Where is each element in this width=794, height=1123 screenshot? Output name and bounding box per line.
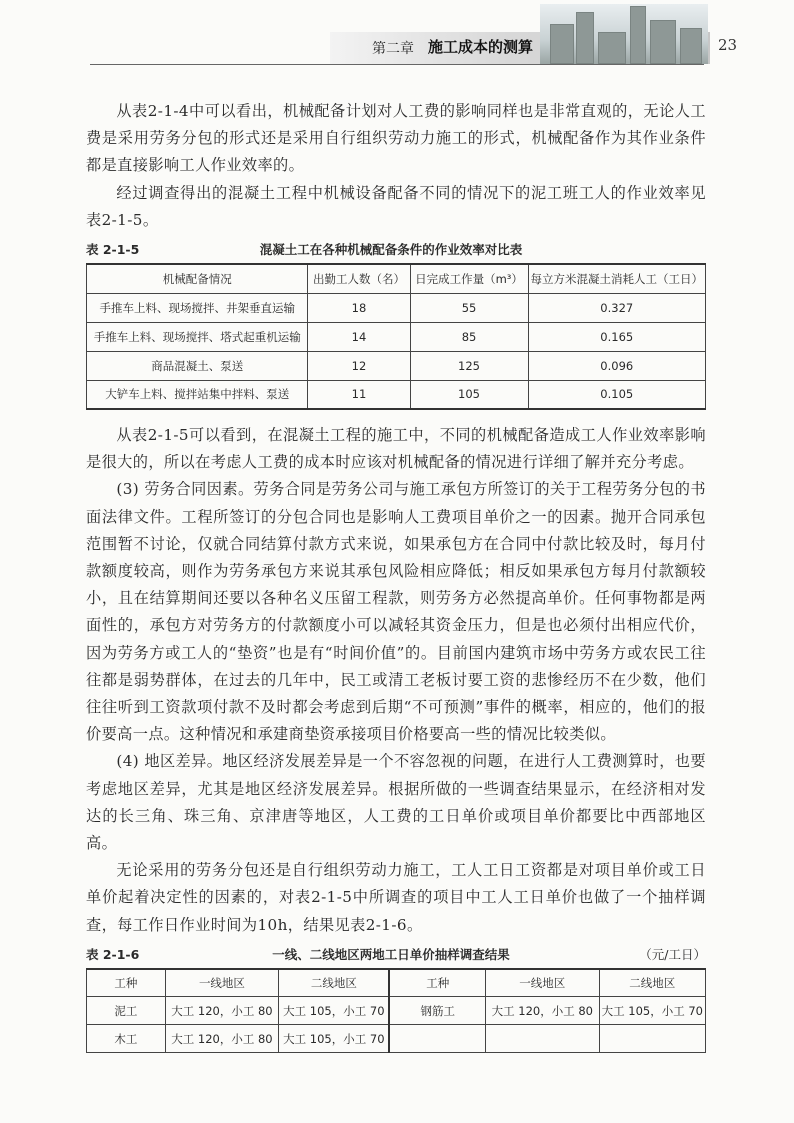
table-unit: （元/工日） [639, 946, 706, 962]
table-cell: 手推车上料、现场搅拌、井架垂直运输 [87, 293, 308, 322]
table-caption [86, 945, 706, 963]
table-row [87, 351, 706, 380]
table-cell [389, 1025, 485, 1053]
table-title: 混凝土工在各种机械配备条件的作业效率对比表 [259, 242, 523, 258]
table-row [87, 293, 706, 322]
table-cell: 125 [410, 351, 528, 380]
column-header: 工种 [87, 969, 166, 997]
table-cell: 0.105 [528, 380, 706, 409]
table-header-row [87, 969, 706, 997]
chapter-title: 施工成本的测算 [428, 38, 534, 56]
page-number: 23 [718, 36, 738, 54]
table-cell: 钢筋工 [389, 997, 485, 1025]
table-row [87, 322, 706, 351]
table-cell: 85 [410, 322, 528, 351]
table-title: 一线、二线地区两地工日单价抽样调查结果 [272, 946, 510, 962]
paragraph: 从表2-1-4中可以看出，机械配备计划对人工费的影响同样也是非常直观的，无论人工费是采用劳务分包的形式还是采用自行组织劳动力施工的形式，机械配备作为其作业条件都是直接影响工人作业效率的。 [86, 102, 706, 175]
paragraph: (4) 地区差异。地区经济发展差异是一个不容忽视的问题，在进行人工费测算时，也要考虑地区差异，尤其是地区经济发展差异。根据所做的一些调查结果显示，在经济相对发达的长三角、珠三角、京津唐等地区，人工费的工日单价或项目单价都要比中西部地区高。 [86, 752, 706, 853]
column-header: 一线地区 [486, 969, 600, 997]
table-cell [486, 1025, 600, 1053]
table-cell: 泥工 [87, 997, 166, 1025]
table-row [87, 997, 706, 1025]
table-cell: 大工 120，小工 80 [165, 1025, 279, 1053]
table-cell: 手推车上料、现场搅拌、塔式起重机运输 [87, 322, 308, 351]
table-cell: 11 [308, 380, 410, 409]
table-cell: 0.327 [528, 293, 706, 322]
efficiency-table [86, 263, 706, 410]
table-cell: 55 [410, 293, 528, 322]
table-row [87, 380, 706, 409]
table-header-row [87, 264, 706, 293]
table-cell: 大工 105，小工 70 [279, 1025, 390, 1053]
paragraph: 无论采用的劳务分包还是自行组织劳动力施工，工人工日工资都是对项目单价或工日单价起着决定性的因素的，对表2-1-5中所调查的项目中工人工日单价也做了一个抽样调查，每工作日作业时间为10h，结果见表2-1-6。 [86, 861, 706, 934]
table-number: 表 2-1-5 [86, 242, 140, 258]
column-header: 一线地区 [165, 969, 279, 997]
column-header: 每立方米混凝土消耗人工（工日） [528, 264, 706, 293]
column-header: 工种 [389, 969, 485, 997]
table-cell: 14 [308, 322, 410, 351]
page-body [86, 98, 706, 1053]
table-cell: 大工 120，小工 80 [486, 997, 600, 1025]
column-header: 出勤工人数（名） [308, 264, 410, 293]
table-cell [599, 1025, 705, 1053]
table-cell: 商品混凝土、泵送 [87, 351, 308, 380]
table-cell: 12 [308, 351, 410, 380]
wage-table [86, 968, 706, 1054]
table-cell: 大工 105，小工 70 [279, 997, 390, 1025]
table-cell: 105 [410, 380, 528, 409]
column-header: 二线地区 [599, 969, 705, 997]
column-header: 日完成工作量（m³） [410, 264, 528, 293]
table-cell: 大工 120，小工 80 [165, 997, 279, 1025]
table-cell: 大工 105，小工 70 [599, 997, 705, 1025]
table-cell: 0.096 [528, 351, 706, 380]
table-number: 表 2-1-6 [86, 946, 140, 962]
paragraph: 从表2-1-5可以看到，在混凝土工程的施工中，不同的机械配备造成工人作业效率影响是很大的，所以在考虑人工费的成本时应该对机械配备的情况进行详细了解并充分考虑。 [86, 426, 706, 472]
chapter-label: 第二章 [372, 41, 414, 57]
table-cell: 木工 [87, 1025, 166, 1053]
table-cell: 0.165 [528, 322, 706, 351]
table-row [87, 1025, 706, 1053]
paragraph: (3) 劳务合同因素。劳务合同是劳务公司与施工承包方所签订的关于工程劳务分包的书面法律文件。工程所签订的分包合同也是影响人工费项目单价之一的因素。抛开合同承包范围暂不讨论，仅就合同结算付款方式来说，如果承包方在合同中付款比较及时，每月付款额度较高，则作为劳务承包方来说其承包风险相应降低；相反如果承包方每月付款额较小，且在结算期间还要以各种名义压留工程款，则劳务方必然提高单价。任何事物都是两面性的，承包方对劳务方的付款额度小可以减轻其资金压力，但是也必须付出相应代价，因为劳务方或工人的“垫资”也是有“时间价值”的。目前国内建筑市场中劳务方或农民工往往都是弱势群体，在过去的几年中，民工或清工老板讨要工资的悲惨经历不在少数，他们往往听到工资款项付款不及时都会考虑到后期“不可预测”事件的概率，相应的，他们的报价要高一点。这种情况和承建商垫资承接项目价格要高一些的情况比较类似。 [86, 480, 706, 744]
header-city-photo [540, 4, 708, 64]
column-header: 机械配备情况 [87, 264, 308, 293]
paragraph: 经过调查得出的混凝土工程中机械设备配备不同的情况下的泥工班工人的作业效率见表2-1-5。 [86, 183, 706, 229]
column-header: 二线地区 [279, 969, 390, 997]
table-cell: 大铲车上料、搅拌站集中拌料、泵送 [87, 380, 308, 409]
table-cell: 18 [308, 293, 410, 322]
table-caption [86, 240, 706, 258]
page-header [0, 0, 794, 70]
header-rule [90, 64, 704, 65]
